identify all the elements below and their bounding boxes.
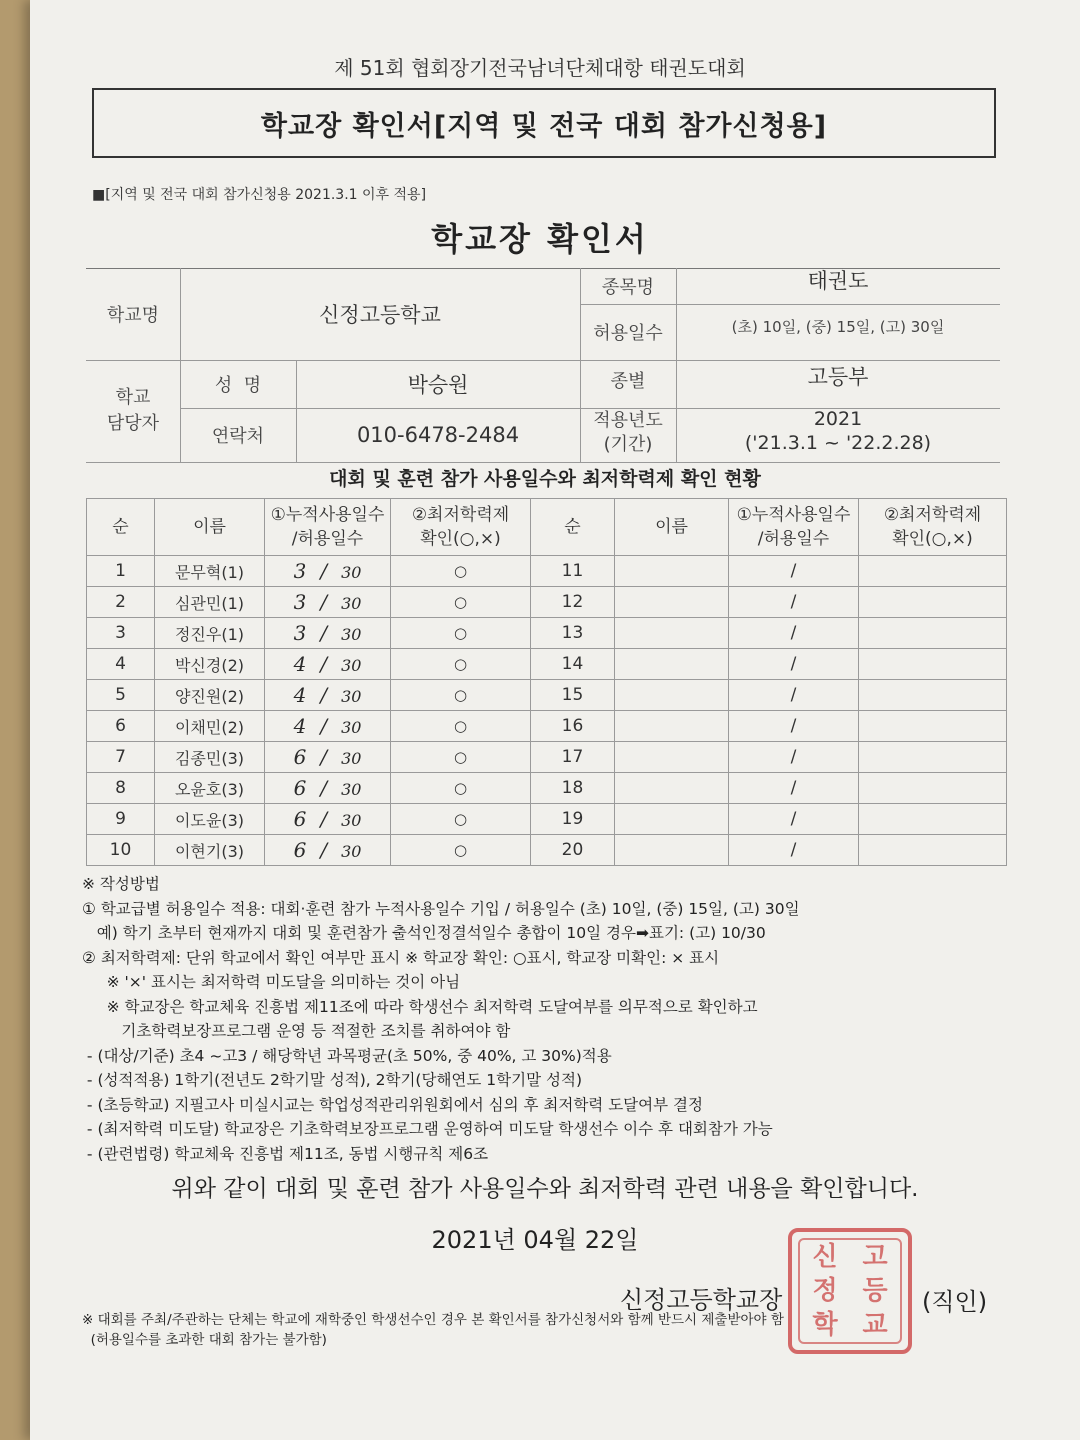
days-cell [265, 556, 391, 587]
days-slash: / [320, 807, 328, 831]
name-cell: 오윤호(3) [155, 773, 265, 804]
days-cell: / [729, 711, 859, 742]
days-allowed: 30 [341, 594, 362, 613]
instruction-line: - (성적적용) 1학기(전년도 2학기말 성적), 2학기(당해연도 1학기말 성적) [82, 1071, 582, 1089]
seq-cell: 12 [531, 587, 615, 618]
days-allowed: 30 [341, 749, 362, 768]
school-label: 학교명 [106, 305, 160, 326]
page-title: 학교장 확인서 [431, 220, 649, 258]
instruction-line: 기초학력보장프로그램 운영 등 적절한 조치를 취하여야 함 [82, 1022, 511, 1040]
instruction-line: ※ '×' 표시는 최저학력 미도달을 의미하는 것이 아님 [82, 973, 461, 991]
days-allowed: 30 [341, 656, 362, 675]
seq-cell: 7 [87, 742, 155, 773]
name-cell [615, 804, 729, 835]
check-cell [859, 618, 1007, 649]
days-used: 4 [293, 652, 307, 676]
seq-cell: 19 [531, 804, 615, 835]
check-cell: ○ [391, 556, 531, 587]
section-title: 대회 및 훈련 참가 사용일수와 최저학력제 확인 현황 [329, 468, 761, 490]
seal-glyph: 등 [862, 1276, 888, 1306]
seal-glyph: 고 [862, 1242, 888, 1272]
check-cell: ○ [391, 773, 531, 804]
table-row [87, 742, 1007, 773]
days-used: 6 [293, 807, 307, 831]
seq-cell: 15 [531, 680, 615, 711]
days-cell: / [729, 742, 859, 773]
days-slash: / [320, 652, 328, 676]
name-cell: 박신경(2) [155, 649, 265, 680]
days-used: 3 [293, 590, 307, 614]
sport-value: 태권도 [807, 269, 869, 293]
school-value: 신정고등학교 [319, 303, 441, 327]
name-cell: 이도윤(3) [155, 804, 265, 835]
days-cell: / [729, 649, 859, 680]
seal-glyph: 정 [812, 1276, 838, 1306]
check-cell: ○ [391, 587, 531, 618]
seq-cell: 3 [87, 618, 155, 649]
days-allowed: 30 [341, 718, 362, 737]
name-cell [615, 835, 729, 866]
days-cell: / [729, 587, 859, 618]
seal-glyph: 학 [812, 1310, 838, 1340]
days-cell: / [729, 618, 859, 649]
confirmation-statement: 위와 같이 대회 및 훈련 참가 사용일수와 최저학력 관련 내용을 확인합니다. [171, 1176, 919, 1202]
instruction-line: - (관련법령) 학교체육 진흥법 제11조, 동법 시행규칙 제6조 [82, 1144, 489, 1163]
check-cell: ○ [391, 835, 531, 866]
days-used: 6 [293, 745, 307, 769]
seq-cell: 8 [87, 773, 155, 804]
sport-label: 종목명 [601, 277, 655, 298]
seq-cell: 17 [531, 742, 615, 773]
days-used: 6 [293, 838, 307, 862]
check-cell [859, 649, 1007, 680]
name-cell [615, 618, 729, 649]
days-cell [265, 649, 391, 680]
check-cell: ○ [391, 742, 531, 773]
table-row [87, 835, 1007, 866]
check-cell [859, 711, 1007, 742]
days-used: 4 [293, 714, 307, 738]
contact-value: 010-6478-2484 [356, 423, 520, 447]
days-slash: / [320, 621, 328, 645]
footer-line: (허용일수를 초과한 대회 참가는 불가함) [82, 1332, 327, 1348]
days-cell: / [729, 680, 859, 711]
instruction-line: - (초등학교) 지필고사 미실시교는 학업성적관리위원회에서 심의 후 최저학력 도달여부 결정 [82, 1095, 703, 1114]
check-cell [859, 835, 1007, 866]
category-label: 종별 [610, 371, 646, 392]
header-days-2: ①누적사용일수 /허용일수 [729, 499, 859, 556]
days-slash: / [320, 559, 328, 583]
seq-cell: 11 [531, 556, 615, 587]
table-header-row [87, 499, 1007, 556]
header-days: ①누적사용일수 /허용일수 [265, 499, 391, 556]
days-used: 3 [293, 621, 307, 645]
header-name-2: 이름 [615, 499, 729, 556]
name-cell [615, 556, 729, 587]
days-cell [265, 835, 391, 866]
table-row [87, 680, 1007, 711]
form-title: 학교장 확인서[지역 및 전국 대회 참가신청용] [260, 110, 828, 142]
days-used: 6 [293, 776, 307, 800]
name-cell: 문무혁(1) [155, 556, 265, 587]
days-cell [265, 804, 391, 835]
instruction-line: ※ 학교장은 학교체육 진흥법 제11조에 따라 학생선수 최저학력 도달여부를 의무적으로 확인하고 [82, 997, 758, 1016]
days-cell: / [729, 804, 859, 835]
table-row [87, 804, 1007, 835]
header-seq-2: 순 [531, 499, 615, 556]
name-cell: 양진원(2) [155, 680, 265, 711]
days-cell [265, 587, 391, 618]
signer-name: 신정고등학교장 [620, 1286, 783, 1314]
seal-glyph: 신 [812, 1242, 838, 1272]
table-row [87, 711, 1007, 742]
instruction-line: ① 학교급별 허용일수 적용: 대회·훈련 참가 누적사용일수 기입 / 허용일수 (초) 10일, (중) 15일, (고) 30일 [82, 899, 800, 918]
days-slash: / [320, 838, 328, 862]
seal-label: (직인) [922, 1288, 988, 1316]
document-date: 2021년 04월 22일 [431, 1226, 639, 1254]
check-cell [859, 773, 1007, 804]
days-cell [265, 618, 391, 649]
name-cell [615, 773, 729, 804]
check-cell [859, 742, 1007, 773]
year-label: 적용년도 (기간) [593, 410, 663, 455]
days-used: 4 [293, 683, 307, 707]
name-cell: 김종민(3) [155, 742, 265, 773]
days-cell [265, 711, 391, 742]
check-cell [859, 556, 1007, 587]
days-cell: / [729, 773, 859, 804]
days-slash: / [320, 745, 328, 769]
days-allowed: 30 [341, 687, 362, 706]
name-cell: 이채민(2) [155, 711, 265, 742]
seq-cell: 2 [87, 587, 155, 618]
table-row [87, 773, 1007, 804]
seq-cell: 20 [531, 835, 615, 866]
seq-cell: 18 [531, 773, 615, 804]
days-allowed: 30 [341, 842, 362, 861]
days-value: (초) 10일, (중) 15일, (고) 30일 [731, 317, 945, 336]
days-allowed: 30 [341, 563, 362, 582]
footer-line: ※ 대회를 주최/주관하는 단체는 학교에 재학중인 학생선수인 경우 본 확인서를 참가신청서와 함께 반드시 제출받아야 함 [82, 1312, 784, 1328]
days-allowed: 30 [341, 625, 362, 644]
year-value: 2021 ('21.3.1 ~ '22.2.28) [744, 408, 932, 454]
check-cell: ○ [391, 618, 531, 649]
manager-label: 학교 담당자 [106, 387, 160, 434]
instruction-line: - (대상/기준) 초4 ~고3 / 해당학년 과목평균(초 50%, 중 40%, 고 30%)적용 [82, 1046, 612, 1065]
name-cell: 정진우(1) [155, 618, 265, 649]
name-label: 성 명 [214, 375, 262, 396]
instructions [82, 872, 1012, 1166]
days-allowed: 30 [341, 811, 362, 830]
name-cell [615, 680, 729, 711]
instruction-line: ② 최저학력제: 단위 학교에서 확인 여부만 표시 ※ 학교장 확인: ○표시, 학교장 미확인: × 표시 [82, 948, 720, 967]
table-row [87, 587, 1007, 618]
header-check: ②최저학력제 확인(○,×) [391, 499, 531, 556]
header-check-2: ②최저학력제 확인(○,×) [859, 499, 1007, 556]
seq-cell: 14 [531, 649, 615, 680]
seq-cell: 4 [87, 649, 155, 680]
days-cell [265, 742, 391, 773]
days-slash: / [320, 714, 328, 738]
seal-glyph: 교 [862, 1310, 888, 1340]
instruction-line: ※ 작성방법 [82, 875, 160, 893]
seq-cell: 5 [87, 680, 155, 711]
seq-cell: 9 [87, 804, 155, 835]
name-cell: 심관민(1) [155, 587, 265, 618]
check-cell [859, 587, 1007, 618]
days-cell: / [729, 835, 859, 866]
form-note: ■[지역 및 전국 대회 참가신청용 2021.3.1 이후 적용] [92, 187, 427, 203]
days-slash: / [320, 776, 328, 800]
seq-cell: 16 [531, 711, 615, 742]
days-label: 허용일수 [593, 323, 663, 344]
name-cell [615, 742, 729, 773]
name-value: 박승원 [407, 373, 469, 397]
name-cell [615, 587, 729, 618]
footer-note [82, 1310, 1012, 1350]
check-cell: ○ [391, 804, 531, 835]
name-cell: 이현기(3) [155, 835, 265, 866]
days-cell [265, 680, 391, 711]
header-seq: 순 [87, 499, 155, 556]
check-cell [859, 804, 1007, 835]
contact-label: 연락처 [211, 426, 265, 447]
seq-cell: 10 [87, 835, 155, 866]
category-value: 고등부 [807, 365, 869, 389]
instruction-line: 예) 학기 초부터 현재까지 대회 및 훈련참가 출석인정결석일수 총합이 10일 경우➡표기: (고) 10/30 [82, 924, 766, 942]
form-title-box [92, 88, 996, 158]
name-cell [615, 711, 729, 742]
seq-cell: 6 [87, 711, 155, 742]
days-allowed: 30 [341, 780, 362, 799]
check-cell: ○ [391, 711, 531, 742]
event-title: 제 51회 협회장기전국남녀단체대항 태권도대회 [334, 56, 746, 80]
instruction-line: - (최저학력 미도달) 학교장은 기초학력보장프로그램 운영하여 미도달 학생선수 이수 후 대회참가 가능 [82, 1120, 773, 1138]
check-cell: ○ [391, 680, 531, 711]
days-cell [265, 773, 391, 804]
table-row [87, 556, 1007, 587]
header-name: 이름 [155, 499, 265, 556]
days-slash: / [320, 683, 328, 707]
table-row [87, 618, 1007, 649]
check-cell: ○ [391, 649, 531, 680]
check-cell [859, 680, 1007, 711]
seq-cell: 1 [87, 556, 155, 587]
days-slash: / [320, 590, 328, 614]
days-cell: / [729, 556, 859, 587]
seq-cell: 13 [531, 618, 615, 649]
name-cell [615, 649, 729, 680]
days-used: 3 [293, 559, 307, 583]
table-row [87, 649, 1007, 680]
participation-table [86, 498, 1007, 866]
